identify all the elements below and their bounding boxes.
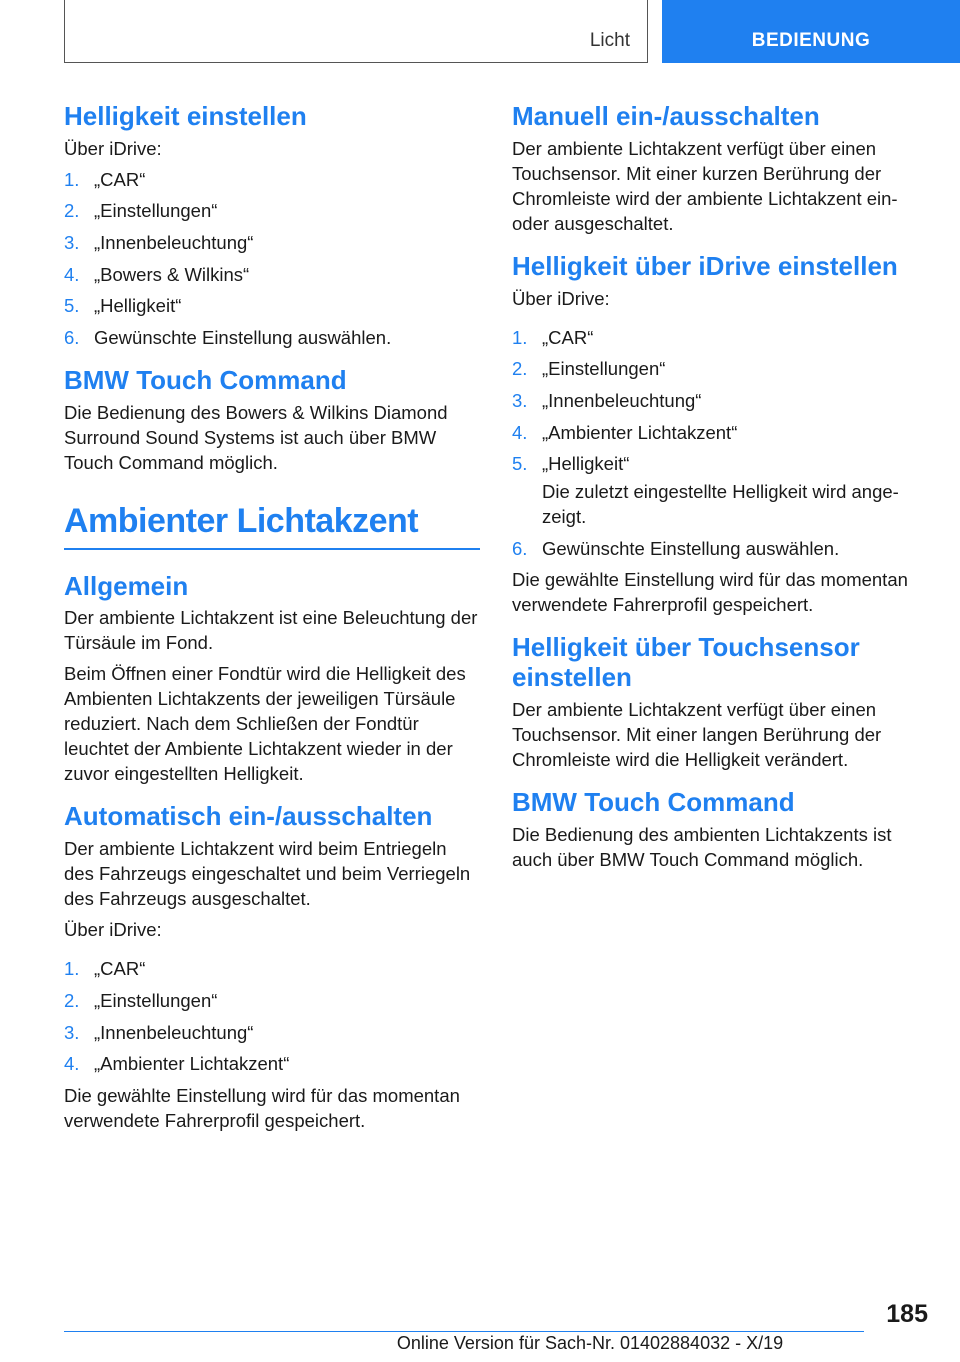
paragraph: Die gewählte Einstellung wird für das momentan verwendete Fahrerprofil gespeichert. — [64, 1084, 460, 1131]
step-list — [64, 167, 480, 350]
header-section-title: Licht — [589, 30, 630, 51]
list-item: 4. „Bowers & Wilkins“ — [64, 263, 250, 285]
list-item: 4. „Ambienter Lichtakzent“ — [512, 421, 738, 443]
list-item: 1. „CAR“ — [64, 958, 146, 980]
list-item: 6. Gewünschte Einstellung auswählen. — [512, 537, 840, 559]
section-helligkeit-touchsensor — [512, 633, 932, 772]
list-item: 2. „Einstellungen“ — [64, 200, 218, 222]
left-column — [64, 102, 480, 1149]
page-number: 185 — [886, 1300, 928, 1328]
list-item: 3. „Innenbeleuchtung“ — [64, 1021, 254, 1043]
list-item: 6. Gewünschte Einstellung auswählen. — [64, 326, 392, 348]
section-helligkeit-einstellen — [64, 102, 480, 350]
list-item: 1. „CAR“ — [512, 326, 594, 348]
section-helligkeit-idrive — [512, 252, 932, 617]
paragraph: Der ambiente Lichtakzent wird beim Entriegeln des Fahrzeugs eingeschaltet und beim Verriegeln des Fahrzeugs ausgeschaltet. — [64, 838, 471, 910]
step-list — [512, 325, 932, 561]
intro-text: Über iDrive: — [512, 287, 610, 309]
paragraph: Der ambiente Lichtakzent verfügt über einen Touchsensor. Mit einer langen Berührung der Chromleiste wird die Helligkeit verändert. — [512, 699, 882, 771]
paragraph: Die Bedienung des Bowers & Wilkins Diamond Surround Sound Systems ist auch über BMW Touch Command möglich. — [64, 401, 448, 473]
chapter-heading-block — [64, 501, 480, 550]
paragraph: Die Bedienung des ambienten Lichtakzents ist auch über BMW Touch Command möglich. — [512, 824, 892, 871]
header-chapter-tab: BEDIENUNG — [662, 0, 960, 63]
step-note: Die zuletzt eingestellte Helligkeit wird angezeigt. — [542, 481, 899, 528]
list-item: 2. „Einstellungen“ — [64, 989, 218, 1011]
footer-divider — [64, 1331, 864, 1332]
paragraph: Der ambiente Lichtakzent verfügt über einen Touchsensor. Mit einer kurzen Berührung der Chromleiste wird der ambiente Lichtakzent ein- oder ausgeschaltet. — [512, 137, 898, 234]
section-heading: BMW Touch Command — [512, 787, 795, 818]
right-column — [512, 102, 932, 888]
section-heading: Helligkeit einstellen — [64, 101, 307, 131]
list-item: 2. „Einstellungen“ — [512, 358, 666, 380]
footer-text: Online Version für Sach-Nr. 01402884032 - X/19 — [396, 1333, 784, 1353]
list-item: 4. „Ambienter Lichtakzent“ — [64, 1053, 290, 1075]
list-item: 5. „Helligkeit“ — [64, 295, 182, 317]
step-list — [64, 956, 480, 1076]
chapter-heading: Ambienter Lichtakzent — [64, 501, 419, 540]
section-manuell — [512, 102, 932, 236]
paragraph: Der ambiente Lichtakzent ist eine Beleuchtung der Türsäule im Fond. — [64, 607, 478, 654]
section-automatisch — [64, 802, 480, 1132]
paragraph: Beim Öffnen einer Fondtür wird die Helligkeit des Ambienten Lichtakzents der jeweiligen Türsäule reduziert. Nach dem Schließen der Fondtür leuchtet der Ambiente Lichtakzent wieder in der zuvor eingestellten Helligkeit. — [64, 663, 466, 785]
header-frame — [64, 0, 648, 63]
intro-text: Über iDrive: — [64, 919, 162, 941]
intro-text: Über iDrive: — [64, 137, 162, 159]
list-item: 3. „Innenbeleuchtung“ — [512, 389, 702, 411]
list-item: 3. „Innenbeleuchtung“ — [64, 232, 254, 254]
list-item: 1. „CAR“ — [64, 168, 146, 190]
section-heading: Allgemein — [64, 570, 189, 601]
section-heading: Helligkeit über Touchsensor einstellen — [512, 632, 860, 693]
paragraph: Die gewählte Einstellung wird für das momentan verwendete Fahrerprofil gespeichert. — [512, 569, 908, 616]
section-heading: Automatisch ein-/ausschalten — [64, 801, 433, 832]
section-bmw-touch-command — [64, 366, 480, 475]
section-allgemein — [64, 572, 480, 787]
section-bmw-touch-command-right — [512, 788, 932, 872]
section-heading: Manuell ein-/ausschalten — [512, 101, 820, 131]
list-item: 5. „Helligkeit“ Die zuletzt eingestellte Helligkeit wird angezeigt. — [512, 451, 932, 529]
section-heading: Helligkeit über iDrive einstellen — [512, 250, 898, 281]
section-heading: BMW Touch Command — [64, 364, 347, 395]
